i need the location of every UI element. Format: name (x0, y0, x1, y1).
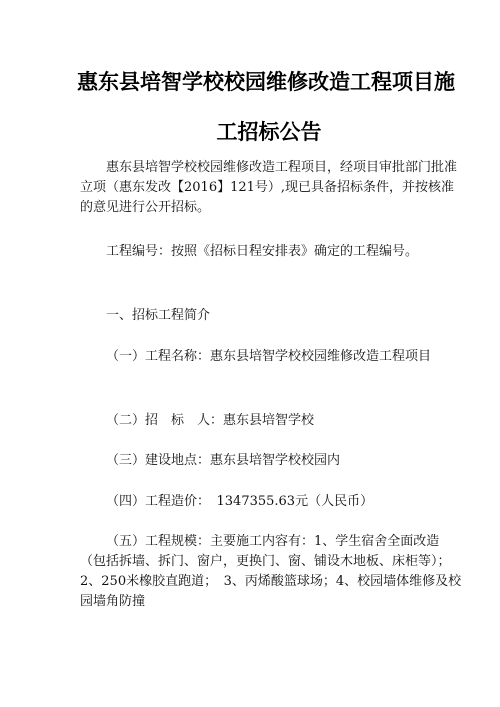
section-1-heading: 一、招标工程简介 (106, 308, 211, 323)
document-title (78, 0, 460, 148)
title-line-1: 惠东县培智学校校园维修改造工程项目施 (77, 70, 455, 94)
item-cost: （四）工程造价： 1347355.63元（人民币） (106, 494, 374, 509)
intro-paragraph: 惠东县培智学校校园维修改造工程项目，经项目审批部门批准立项（惠东发改【2016】121号）,现已具备招标条件，并按核准的意见进行公开招标。 (80, 160, 458, 215)
item-project-name: （一）工程名称：惠东县培智学校校园维修改造工程项目 (106, 349, 432, 364)
item-scale: （五）工程规模：主要施工内容有：1、学生宿舍全面改造（包括拆墙、拆门、窗户，更换门、窗、铺设木地板、床柜等）；2、250米橡胶直跑道； 3、丙烯酸篮球场；4、校园墙体维修及校园墙角防撞 (80, 534, 462, 609)
project-number-paragraph: 工程编号：按照《招标日程安排表》确定的工程编号。 (106, 244, 419, 259)
item-location: （三）建设地点：惠东县培智学校校园内 (106, 453, 341, 468)
title-line-2: 工招标公告 (216, 120, 322, 144)
item-tenderer: （二）招 标 人：惠东县培智学校 (106, 413, 315, 428)
